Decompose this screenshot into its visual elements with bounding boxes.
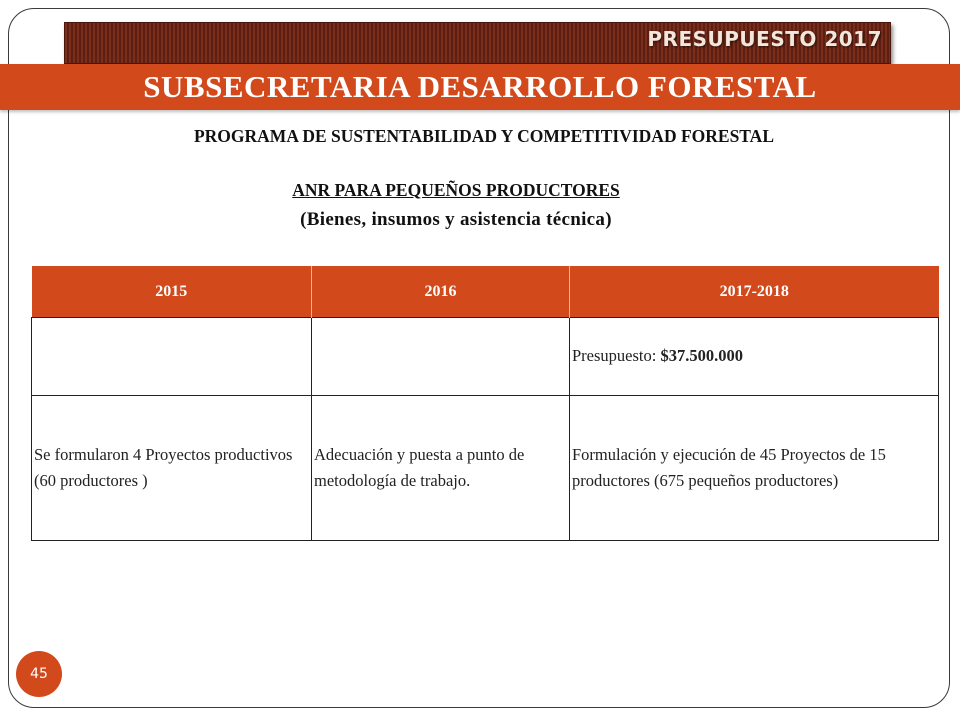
budget-label: Presupuesto:	[572, 346, 661, 366]
cell-2015-description: Se formularon 4 Proyectos productivos (60 productores )	[32, 396, 312, 541]
top-banner	[64, 22, 891, 64]
cell-2017-description: Formulación y ejecución de 45 Proyectos de 15 productores (675 pequeños productores)	[570, 396, 939, 541]
budget-amount: $37.500.000	[660, 346, 743, 366]
cell-2015-budget	[32, 318, 312, 396]
anr-subheading: (Bienes, insumos y asistencia técnica)	[300, 209, 612, 230]
cell-2016-description: Adecuación y puesta a punto de metodología de trabajo.	[312, 396, 570, 541]
page-number-badge: 45	[16, 651, 62, 697]
budget-table	[31, 266, 939, 541]
banner-label: PRESUPUESTO 2017	[647, 27, 882, 51]
cell-2016-budget	[312, 318, 570, 396]
table-row	[32, 396, 939, 541]
table-header-row	[32, 266, 939, 318]
program-title: PROGRAMA DE SUSTENTABILIDAD Y COMPETITIVIDAD FORESTAL	[193, 126, 774, 146]
anr-heading: ANR PARA PEQUEÑOS PRODUCTORES	[292, 180, 620, 200]
column-header-2015: 2015	[32, 266, 312, 318]
page-title: SUBSECRETARIA DESARROLLO FORESTAL	[143, 69, 817, 104]
table-row	[32, 318, 939, 396]
column-header-2016: 2016	[312, 266, 570, 318]
title-bar	[0, 64, 960, 110]
column-header-2017-2018: 2017-2018	[570, 266, 939, 318]
cell-2017-budget	[570, 318, 939, 396]
